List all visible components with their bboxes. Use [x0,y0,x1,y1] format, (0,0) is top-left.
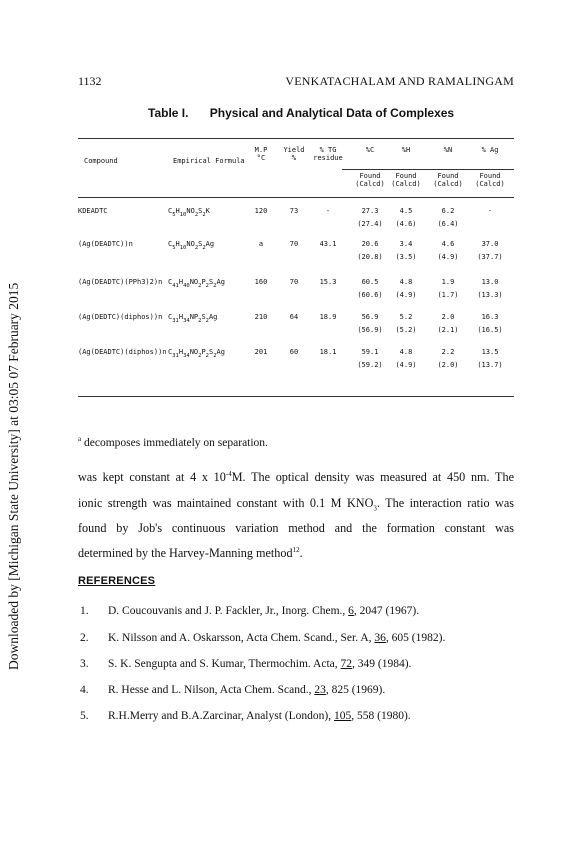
formula-subscript: 34 [183,353,190,359]
ag-found: 16.3 [481,313,499,321]
yield-value: 70 [289,278,299,286]
reference-volume: 105 [333,710,352,722]
reference-text: S. K. Sengupta and S. Kumar, Thermochim. Acta, [108,658,341,670]
empirical-formula [168,278,225,289]
reference-text: R.H.Merry and B.A.Zarcinar, Analyst (London), [108,710,334,722]
n-found: 6.2 [441,207,455,215]
reference-volume: 36 [374,632,386,644]
h-calcd: (3.5) [395,253,417,261]
header-residue [310,146,346,162]
references-heading: REFERENCES [78,575,156,587]
h-calcd: (4.9) [395,291,417,299]
formula-subscript: 2 [205,318,209,324]
calcd-label: (Calcd) [391,180,421,188]
compound-name: (Ag(DEDTC)(diphos))n [78,313,163,321]
formula-element: S [201,313,206,321]
c-calcd: (56.9) [357,326,383,334]
paragraph-line-1 [78,470,514,485]
formula-subscript: 2 [213,353,217,359]
footnote-text: decomposes immediately on separation. [83,436,268,449]
n-found: 1.9 [441,278,455,286]
formula-element: P [201,348,206,356]
formula-element: C [168,207,173,215]
reference-number: 2. [80,632,89,644]
formula-element: S [198,240,203,248]
mp-value: 210 [254,313,268,321]
header-residue-line2: residue [313,154,343,162]
para-l2-a: ionic strength was maintained constant with 0.1 M KNO [78,496,374,510]
formula-subscript: 2 [202,212,206,218]
reference-item [80,605,419,617]
formula-element: K [205,207,210,215]
formula-subscript: 40 [183,283,190,289]
mp-value: 160 [254,278,268,286]
residue-value: 43.1 [319,240,337,248]
reference-number: 4. [80,684,89,696]
header-n: %N [443,146,453,154]
reference-pages: , 605 (1982). [385,632,446,644]
residue-value: - [325,207,331,215]
formula-subscript: 2 [198,353,202,359]
h-found: 4.8 [399,278,413,286]
ag-found: 13.5 [481,348,499,356]
formula-element: C [168,240,173,248]
ag-calcd: (13.7) [477,361,503,369]
reference-volume: 23 [314,684,326,696]
formula-element: P [201,278,206,286]
formula-subscript: 41 [172,283,179,289]
reference-text: D. Coucouvanis and J. P. Fackler, Jr., Inorg. Chem., [108,605,349,617]
formula-subscript: 2 [194,245,199,251]
paragraph-line-3: found by Job's continuous variation method and the formation constant was [78,521,514,535]
para-l4-sup: 12 [292,546,300,554]
formula-element: S [208,348,214,356]
formula-subscript: 2 [202,245,206,251]
formula-element: H [178,348,184,356]
formula-element: S [198,207,203,215]
download-watermark [6,150,20,670]
c-found: 60.5 [361,278,379,286]
para-l1-a: was kept constant at 4 x 10 [78,470,226,485]
para-l4-a: determined by the Harvey-Manning method [78,546,293,561]
reference-number: 1. [80,605,89,617]
formula-element: C [168,313,173,321]
header-yield-line2: % [291,154,297,162]
c-calcd: (20.8) [357,253,383,261]
formula-element: Ag [216,348,225,356]
formula-element: NO [189,278,199,286]
header-mp-line1: M.P [254,146,268,154]
formula-element: Ag [208,313,218,321]
yield-value: 60 [289,348,299,356]
ag-found: 13.0 [481,278,499,286]
n-calcd: (2.0) [437,361,459,369]
running-head: VENKATACHALAM AND RAMALINGAM [285,74,514,88]
reference-number: 3. [80,658,89,670]
residue-value: 18.1 [319,348,337,356]
c-calcd: (59.2) [357,361,383,369]
h-found: 4.8 [399,348,413,356]
ag-calcd: (37.7) [477,253,503,261]
ag-found: 37.0 [481,240,499,248]
ag-found: - [487,207,493,215]
reference-pages: , 558 (1980). [351,710,411,722]
para-l1-b: M. The optical density was measured at 450 nm. The [231,470,514,485]
paragraph-line-2 [78,496,514,512]
formula-element: NO [186,240,195,248]
table-header-rule [78,197,514,198]
reference-item [80,710,411,722]
reference-text: R. Hesse and L. Nilson, Acta Chem. Scand., [108,684,315,696]
formula-element: NP [189,313,199,321]
yield-value: 64 [289,313,299,321]
reference-text: K. Nilsson and A. Oskarsson, Acta Chem. Scand., Ser. A, [108,632,375,644]
mp-value: 120 [254,207,268,215]
reference-pages: , 2047 (1967). [353,605,420,617]
n-calcd: (1.7) [437,291,459,299]
formula-subscript: 34 [183,318,190,324]
h-found: 3.4 [399,240,413,248]
compound-name: (Ag(DEADTC)(PPh3)2)n [78,278,163,286]
c-found: 20.6 [361,240,379,248]
reference-volume: 72 [340,658,352,670]
header-c: %C [365,146,375,154]
formula-element: S [208,278,214,286]
h-found: 4.5 [399,207,413,215]
residue-value: 18.9 [319,313,337,321]
header-n-sub [428,172,468,188]
para-l1-sup: -4 [225,470,232,478]
table-top-rule [78,138,514,139]
found-label: Found [479,172,501,180]
yield-value: 73 [289,207,299,215]
table-bottom-rule [78,396,514,397]
formula-subscript: 2 [198,318,202,324]
header-h: %H [401,146,411,154]
n-calcd: (6.4) [437,220,459,228]
mp-value: 201 [254,348,268,356]
n-found: 2.2 [441,348,455,356]
found-label: Found [395,172,417,180]
table-caption: Physical and Analytical Data of Complexes [209,106,455,120]
header-compound: Compound [84,157,118,165]
reference-number: 5. [80,710,89,722]
para-l2-b: . The interaction ratio was [376,496,514,510]
c-calcd: (27.4) [357,220,383,228]
paragraph-line-4 [78,546,514,561]
h-calcd: (4.6) [395,220,417,228]
h-calcd: (4.9) [395,361,417,369]
formula-element: NO [186,207,195,215]
reference-item [80,632,445,644]
header-yield [279,146,309,162]
empirical-formula [168,240,215,251]
formula-element: H [175,240,180,248]
formula-subscript: 2 [205,283,209,289]
formula-subscript: 10 [179,212,187,218]
formula-subscript: 2 [198,283,202,289]
c-found: 27.3 [361,207,379,215]
formula-subscript: 2 [205,353,209,359]
header-ag: % Ag [481,146,499,154]
formula-subscript: 2 [213,283,217,289]
footnote-marker: a [78,435,82,443]
ag-calcd: (16.5) [477,326,503,334]
header-yield-line1: Yield [283,146,305,154]
reference-pages: , 349 (1984). [352,658,412,670]
para-l2-sub: 3 [373,504,377,513]
reference-volume: 6 [348,605,354,617]
empirical-formula [168,313,218,324]
mp-value: a [258,240,264,248]
formula-subscript: 31 [172,318,179,324]
formula-subscript: 10 [179,245,187,251]
residue-value: 15.3 [319,278,337,286]
compound-name: (Ag(DEADTC))n [78,240,133,248]
formula-element: Ag [205,240,215,248]
compound-name: (Ag(DEADTC)(diphos))n [78,348,167,356]
n-calcd: (2.1) [437,326,459,334]
header-h-sub [386,172,426,188]
c-found: 59.1 [361,348,379,356]
ag-calcd: (13.3) [477,291,503,299]
para-l4-b: . [299,546,303,561]
yield-value: 70 [289,240,299,248]
formula-element: H [178,278,184,286]
empirical-formula [168,207,210,218]
table-header-subrule [342,169,514,170]
header-mp-line2: °C [256,154,266,162]
header-formula: Empirical Formula [173,157,245,165]
formula-subscript: 5 [172,212,176,218]
n-calcd: (4.9) [437,253,459,261]
header-mp [248,146,274,162]
header-c-sub [350,172,390,188]
found-label: Found [437,172,459,180]
h-found: 5.2 [399,313,413,321]
download-watermark-text: Downloaded by [Michigan State University] at 03:05 07 February 2015 [6,282,21,670]
n-found: 4.6 [441,240,455,248]
formula-element: NO [189,348,199,356]
n-found: 2.0 [441,313,455,321]
page-number: 1132 [78,74,102,88]
table-footnote [78,435,268,449]
header-residue-line1: % TG [319,146,337,154]
formula-subscript: 5 [172,245,176,251]
formula-element: Ag [216,278,225,286]
formula-subscript: 31 [172,353,179,359]
c-calcd: (60.6) [357,291,383,299]
formula-element: C [168,348,173,356]
header-ag-sub [470,172,510,188]
formula-subscript: 2 [194,212,199,218]
reference-item [80,684,385,696]
compound-name: KDEADTC [78,207,108,215]
formula-element: C [168,278,173,286]
found-label: Found [359,172,381,180]
empirical-formula [168,348,225,359]
table-label: Table I. [148,106,189,120]
formula-element: H [175,207,180,215]
h-calcd: (5.2) [395,326,417,334]
table-title [148,106,454,120]
calcd-label: (Calcd) [433,180,463,188]
c-found: 56.9 [361,313,379,321]
reference-item [80,658,411,670]
calcd-label: (Calcd) [475,180,505,188]
reference-pages: , 825 (1969). [325,684,386,696]
formula-element: H [178,313,184,321]
calcd-label: (Calcd) [355,180,385,188]
